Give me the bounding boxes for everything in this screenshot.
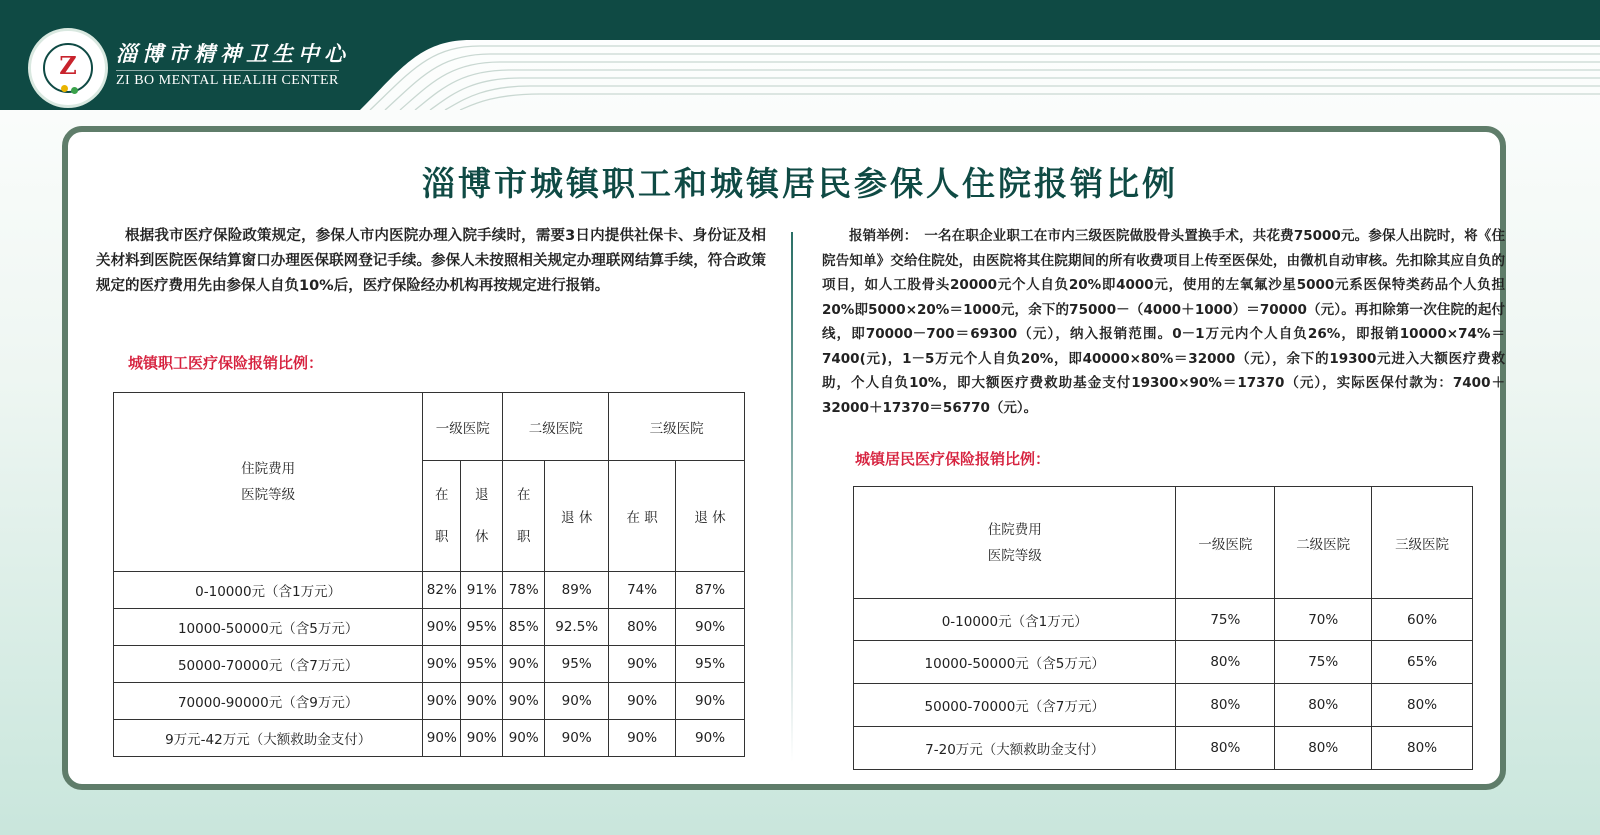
cell: 90% <box>423 720 461 757</box>
corner-cost-label: 住院费用 <box>987 521 1042 538</box>
cell: 78% <box>503 572 545 609</box>
corner-level-label: 医院等级 <box>987 547 1042 564</box>
cell: 90% <box>423 646 461 683</box>
cell: 90% <box>423 683 461 720</box>
hospital-emblem-icon <box>28 28 108 108</box>
right-subtitle: 城镇居民医疗保险报销比例： <box>855 450 1051 468</box>
corner-cost-label: 住院费用 <box>241 461 296 477</box>
cell: 80% <box>1275 727 1372 770</box>
emblem-ring <box>43 43 93 93</box>
cell: 80% <box>609 609 676 646</box>
glyph: 退 <box>475 487 489 503</box>
table-row <box>854 727 1473 770</box>
table-row <box>114 646 745 683</box>
left-intro <box>96 224 766 299</box>
glyph: 在 <box>435 487 449 503</box>
sub-l3-retired: 退 休 <box>676 461 745 572</box>
hospital-name-en: ZI BO MENTAL HEALIH CENTER <box>116 70 339 89</box>
page-title: 淄博市城镇职工和城镇居民参保人住院报销比例 <box>422 164 1178 203</box>
cell: 90% <box>609 646 676 683</box>
left-subtitle: 城镇职工医疗保险报销比例： <box>128 354 324 372</box>
cell: 90% <box>609 720 676 757</box>
cell: 82% <box>423 572 461 609</box>
row-range: 10000-50000元（含5万元） <box>114 609 423 646</box>
sub-l1-employed <box>423 461 461 572</box>
table-row <box>114 683 745 720</box>
cell: 90% <box>676 683 745 720</box>
header-level-3: 三级医院 <box>609 393 745 461</box>
cell: 90% <box>676 609 745 646</box>
table-row <box>854 599 1473 641</box>
cell: 90% <box>503 683 545 720</box>
cell: 95% <box>461 646 503 683</box>
header-level-1: 一级医院 <box>423 393 503 461</box>
cell: 80% <box>1176 727 1275 770</box>
corner-level-label: 医院等级 <box>241 487 296 503</box>
cell: 90% <box>461 683 503 720</box>
employee-reimbursement-table <box>113 392 745 757</box>
example-paragraph: 报销举例： 一名在职企业职工在市内三级医院做股骨头置换手术，共花费75000元。参保人出院时，将《住院告知单》交给住院处，由医院将其住院期间的所有收费项目上传至医保处，由微机自动审核。先扣除其应自负的项目，如人工股骨头20000元个人自负20%即4000元，使用的左氧氟沙星5000元系医保特类药品个人负担20%即5000×20%＝1000元，余下的75000－（4000＋1000）＝70000（元）。再扣除第一次住院的起付线，即70000－700＝69300（元），纳入报销范围。0－1万元内个人自负26%，即报销10000×74%＝7400(元)，1－5万元个人自负20%，即40000×80%＝32000（元），余下的19300元进入大额医疗费救助，个人自负10%，即大额医疗费救助基金支付19300×90%＝17370（元），实际医保付款为：7400＋32000＋17370＝56770（元）。 <box>822 228 1505 416</box>
cell: 95% <box>676 646 745 683</box>
cell: 89% <box>545 572 609 609</box>
header-level-3: 三级医院 <box>1372 487 1473 599</box>
glyph: 职 <box>516 529 531 545</box>
row-range: 10000-50000元（含5万元） <box>854 641 1176 684</box>
cell: 80% <box>1372 684 1473 727</box>
intro-paragraph: 根据我市医疗保险政策规定，参保人市内医院办理入院手续时，需要3日内提供社保卡、身份证及相关材料到医院医保结算窗口办理医保联网登记手续。参保人未按照相关规定办理联网结算手续，符合政策规定的医疗费用先由参保人自负10%后，医疗保险经办机构再按规定进行报销。 <box>96 228 766 294</box>
cell: 75% <box>1275 641 1372 684</box>
cell: 60% <box>1372 599 1473 641</box>
glyph: 在 <box>516 487 531 503</box>
emblem-mark: Z <box>59 51 77 80</box>
resident-reimbursement-table <box>853 486 1473 770</box>
cell: 80% <box>1176 641 1275 684</box>
header-level-1: 一级医院 <box>1176 487 1275 599</box>
row-range: 0-10000元（含1万元） <box>114 572 423 609</box>
cell: 87% <box>676 572 745 609</box>
cell: 95% <box>461 609 503 646</box>
cell: 75% <box>1176 599 1275 641</box>
emblem-dot-green <box>71 87 78 94</box>
cell: 90% <box>545 720 609 757</box>
cell: 90% <box>461 720 503 757</box>
table-row <box>854 684 1473 727</box>
table-row <box>114 720 745 757</box>
cell: 90% <box>503 646 545 683</box>
emblem-dot-yellow <box>61 85 68 92</box>
cell: 80% <box>1275 684 1372 727</box>
sub-l2-employed <box>503 461 545 572</box>
cell: 95% <box>545 646 609 683</box>
cell: 80% <box>1176 684 1275 727</box>
cell: 74% <box>609 572 676 609</box>
glyph: 休 <box>475 529 489 545</box>
cell: 90% <box>609 683 676 720</box>
hospital-name-cn: 淄博市精神卫生中心 <box>116 41 350 66</box>
header-level-2: 二级医院 <box>503 393 609 461</box>
table-row <box>854 641 1473 684</box>
cell: 70% <box>1275 599 1372 641</box>
column-divider <box>791 232 793 762</box>
table-row <box>114 609 745 646</box>
right-example <box>822 224 1505 420</box>
sub-l3-employed: 在 职 <box>609 461 676 572</box>
table-corner <box>114 393 423 572</box>
cell: 80% <box>1372 727 1473 770</box>
header-level-2: 二级医院 <box>1275 487 1372 599</box>
row-range: 0-10000元（含1万元） <box>854 599 1176 641</box>
cell: 90% <box>676 720 745 757</box>
cell: 65% <box>1372 641 1473 684</box>
table-row <box>114 572 745 609</box>
table-corner <box>854 487 1176 599</box>
row-range: 70000-90000元（含9万元） <box>114 683 423 720</box>
glyph: 职 <box>435 529 449 545</box>
row-range: 50000-70000元（含7万元） <box>854 684 1176 727</box>
row-range: 7-20万元（大额救助金支付） <box>854 727 1176 770</box>
sub-l1-retired <box>461 461 503 572</box>
cell: 90% <box>423 609 461 646</box>
cell: 85% <box>503 609 545 646</box>
row-range: 9万元-42万元（大额救助金支付） <box>114 720 423 757</box>
row-range: 50000-70000元（含7万元） <box>114 646 423 683</box>
cell: 91% <box>461 572 503 609</box>
cell: 92.5% <box>545 609 609 646</box>
cell: 90% <box>503 720 545 757</box>
sub-l2-retired: 退 休 <box>545 461 609 572</box>
cell: 90% <box>545 683 609 720</box>
